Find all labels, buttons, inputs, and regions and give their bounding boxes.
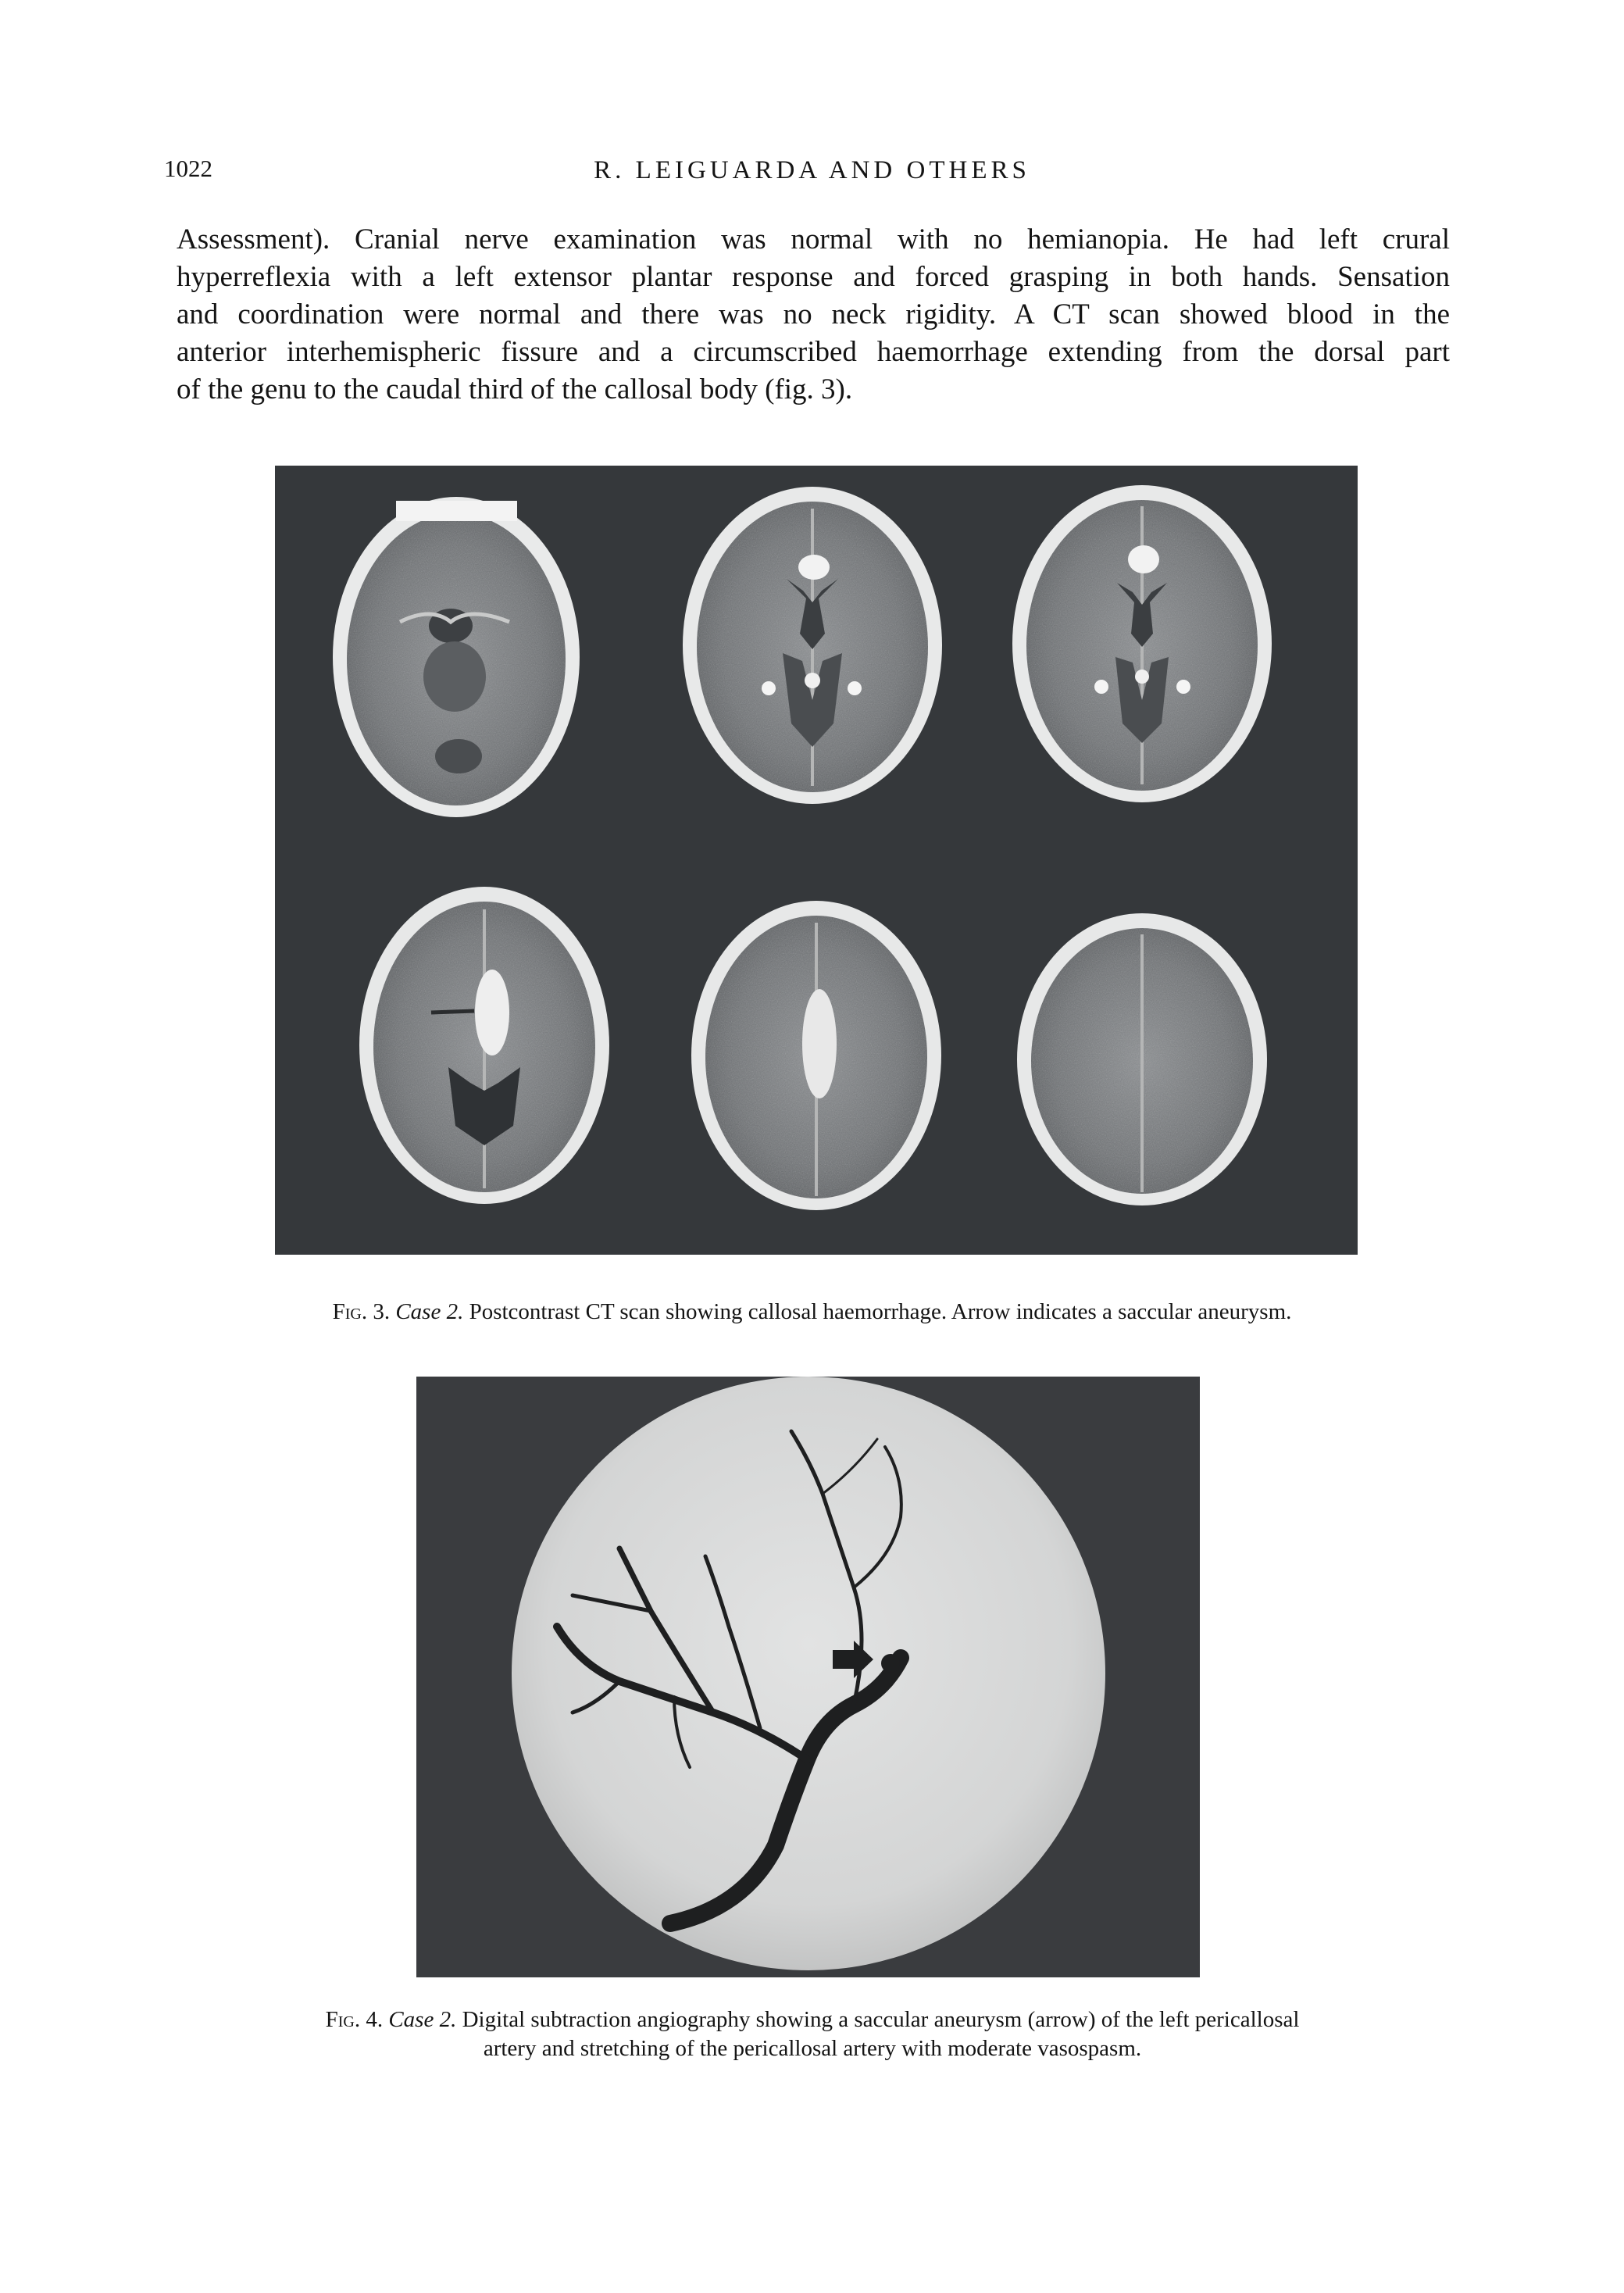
ct-slice-3 bbox=[1012, 485, 1272, 802]
figure-3-caption bbox=[0, 1298, 1624, 1327]
caption-text: Postcontrast CT scan showing callosal haemorrhage. Arrow indicates a saccular aneurysm. bbox=[469, 1299, 1292, 1324]
body-line: Assessment). Cranial nerve examination was normal with no hemianopia. He had left crural bbox=[177, 223, 1450, 255]
body-line: and coordination were normal and there was no neck rigidity. A CT scan showed blood in the bbox=[177, 298, 1450, 330]
ct-slice-5 bbox=[691, 901, 941, 1210]
angiography-image bbox=[416, 1377, 1200, 1977]
figure-label: Fig. 3. bbox=[332, 1299, 391, 1324]
caption-line: artery and stretching of the pericallosal artery with moderate vasospasm. bbox=[483, 2036, 1142, 2061]
caption-text: Digital subtraction angiography showing a saccular aneurysm (arrow) of the left pericallosal bbox=[462, 2007, 1300, 2032]
body-line: of the genu to the caudal third of the callosal body (fig. 3). bbox=[177, 373, 853, 405]
ct-slice-1 bbox=[333, 497, 580, 817]
ct-slice-2 bbox=[683, 487, 942, 804]
ct-slice-6 bbox=[1017, 913, 1267, 1205]
body-line: hyperreflexia with a left extensor plantar response and forced grasping in both hands. Sensation bbox=[177, 261, 1450, 293]
caption-line bbox=[297, 2005, 1328, 2034]
ct-scan-figure bbox=[275, 466, 1358, 1255]
figure-4-caption bbox=[297, 2005, 1328, 2063]
aneurysm-sac bbox=[881, 1654, 900, 1673]
case-label: Case 2. bbox=[388, 2007, 457, 2032]
body-line: anterior interhemispheric fissure and a circumscribed haemorrhage extending from the dorsal part bbox=[177, 336, 1450, 368]
page-number: 1022 bbox=[164, 155, 212, 182]
case-label: Case 2. bbox=[395, 1299, 464, 1324]
ct-scan-image bbox=[275, 466, 1358, 1255]
angiography-figure bbox=[416, 1377, 1200, 1977]
body-paragraph bbox=[177, 221, 1450, 409]
running-head: R. LEIGUARDA AND OTHERS bbox=[594, 156, 1030, 184]
arrow-icon bbox=[431, 1011, 474, 1013]
figure-label: Fig. 4. bbox=[325, 2007, 384, 2032]
ct-slice-4 bbox=[359, 887, 609, 1204]
